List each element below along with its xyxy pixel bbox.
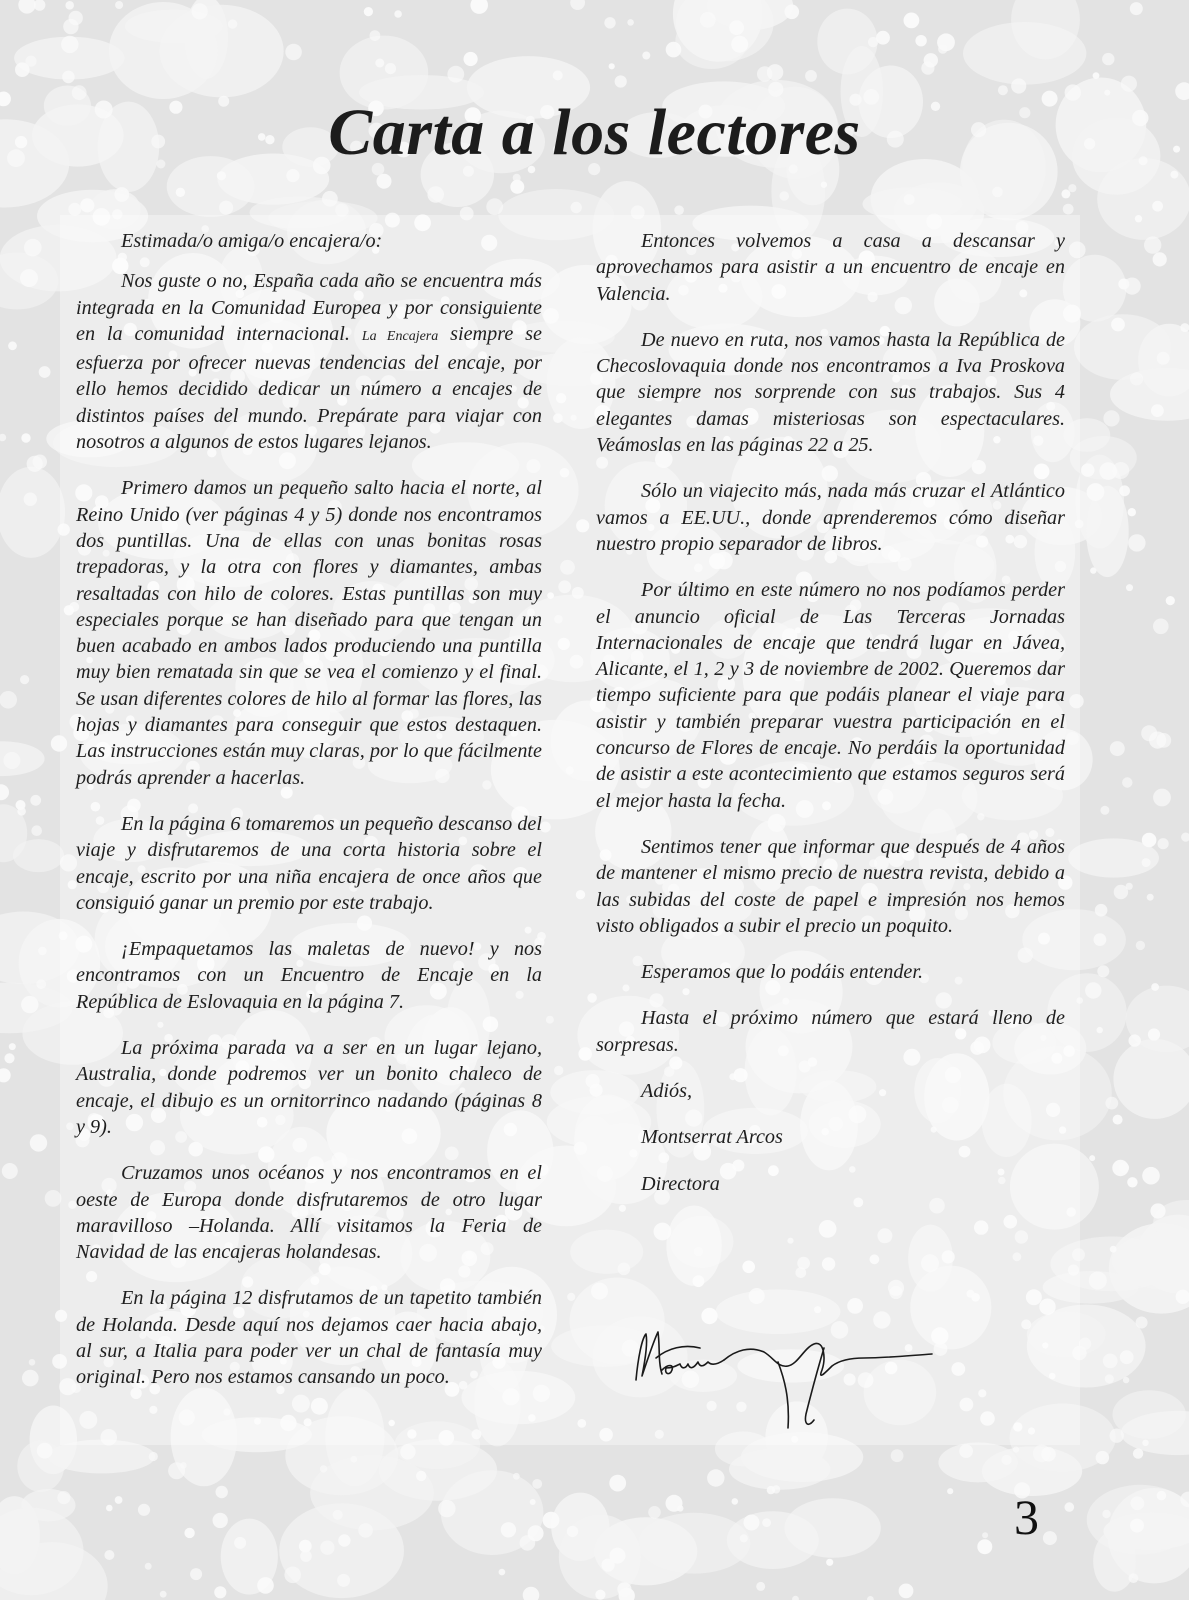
paragraph-historia: En la página 6 tomaremos un pequeño descanso del viaje y disfrutaremos de una corta historia sobre el encaje, escrito por una niña encajera de once años que consiguió ganar un premio por este trabajo. (76, 812, 542, 914)
paragraph-entender: Esperamos que lo podáis entender. (641, 961, 924, 984)
paragraph-intro (76, 268, 542, 455)
paragraph-valencia: Entonces volvemos a casa a descansar y aprovechamos para asistir a un encuentro de encaje en Valencia. (596, 230, 1065, 305)
paragraph-precio: Sentimos tener que informar que después de 4 años de mantener el mismo precio de nuestra revista, debido a las subidas del coste de papel e impresión nos hemos visto obligados a subir el precio un poquito. (596, 835, 1065, 937)
paragraph-intro-end: siempre se esfuerza por ofrecer nuevas tendencias del encaje, por ello hemos decidido dedicar un número a encajes de distintos países del mundo. Prepárate para viajar con nosotros a algunos de estos lugares lejanos. (76, 322, 542, 454)
signature (628, 1318, 948, 1438)
greeting: Estimada/o amiga/o encajera/o: (121, 230, 383, 252)
paragraph-holanda: Cruzamos unos océanos y nos encontramos en el oeste de Europa donde disfrutaremos de otro lugar maravilloso –Holanda. Allí visitamos la Feria de Navidad de las encajeras holandesas. (76, 1162, 542, 1264)
farewell: Adiós, (641, 1080, 693, 1103)
paragraph-australia: La próxima parada va a ser en un lugar lejano, Australia, donde podremos ver un bonito chaleco de encaje, el dibujo es un ornitorrinco nadando (páginas 8 y 9). (76, 1037, 542, 1138)
paragraph-eeuu: Sólo un viajecito más, nada más cruzar el Atlántico vamos a EE.UU., donde aprenderemos cómo diseñar nuestro propio separador de libros. (596, 480, 1065, 555)
paragraph-hasta-proximo: Hasta el próximo número que estará lleno de sorpresas. (596, 1007, 1065, 1056)
author-name: Montserrat Arcos (641, 1126, 783, 1149)
paragraph-reino-unido: Primero damos un pequeño salto hacia el norte, al Reino Unido (ver páginas 4 y 5) donde nos encontramos dos puntillas. Una de ellas con unas bonitas rosas trepadoras, y la otra con flores y diamantes, ambas resaltadas con hilo de colores. Estas puntillas son muy especiales porque se han diseñado para que tengan un buen acabado en ambos lados produciendo una puntilla muy bien rematada sin que se vea el comienzo y el final. Se usan diferentes colores de hilo al formar las flores, las hojas y diamantes para conseguir que estos destaquen. Las instrucciones están muy claras, por lo que fácilmente podrás aprender a hacerlas. (76, 477, 542, 789)
page-number: 3 (1014, 1489, 1039, 1545)
right-column (596, 228, 1065, 1217)
page-title: Carta a los lectores (328, 96, 861, 169)
magazine-name: La Encajera (361, 328, 439, 344)
paragraph-eslovaquia: ¡Empaquetamos las maletas de nuevo! y nos encontramos con un Encuentro de Encaje en la República de Eslovaquia en la página 7. (76, 938, 542, 1013)
left-column (76, 228, 542, 1411)
author-role: Directora (641, 1172, 720, 1195)
paragraph-italia: En la página 12 disfrutamos de un tapetito también de Holanda. Desde aquí nos dejamos caer hacia abajo, al sur, a Italia para poder ver un chal de fantasía muy original. Pero nos estamos cansando un poco. (76, 1287, 542, 1389)
paragraph-checoslovaquia: De nuevo en ruta, nos vamos hasta la República de Checoslovaquia donde nos encontramos a Iva Proskova que siempre nos sorprende con sus trabajos. Sus 4 elegantes damas misteriosas son espectaculares. Veámoslas en las páginas 22 a 25. (596, 328, 1065, 457)
paragraph-intro-start: Nos guste o no, España cada año se encuentra más integrada en la Comunidad Europea y por consiguiente en la comunidad internacional. (76, 270, 542, 345)
paragraph-jornadas: Por último en este número no nos podíamos perder el anuncio oficial de Las Terceras Jornadas Internacionales de encaje que tendrá lugar en Jávea, Alicante, el 1, 2 y 3 de noviembre de 2002. Queremos dar tiempo suficiente para que podáis planear el viaje para asistir y también preparar vuestra participación en el concurso de Flores de encaje. No perdáis la oportunidad de asistir a este acontecimiento que estamos seguros será el mejor hasta la fecha. (596, 579, 1065, 812)
